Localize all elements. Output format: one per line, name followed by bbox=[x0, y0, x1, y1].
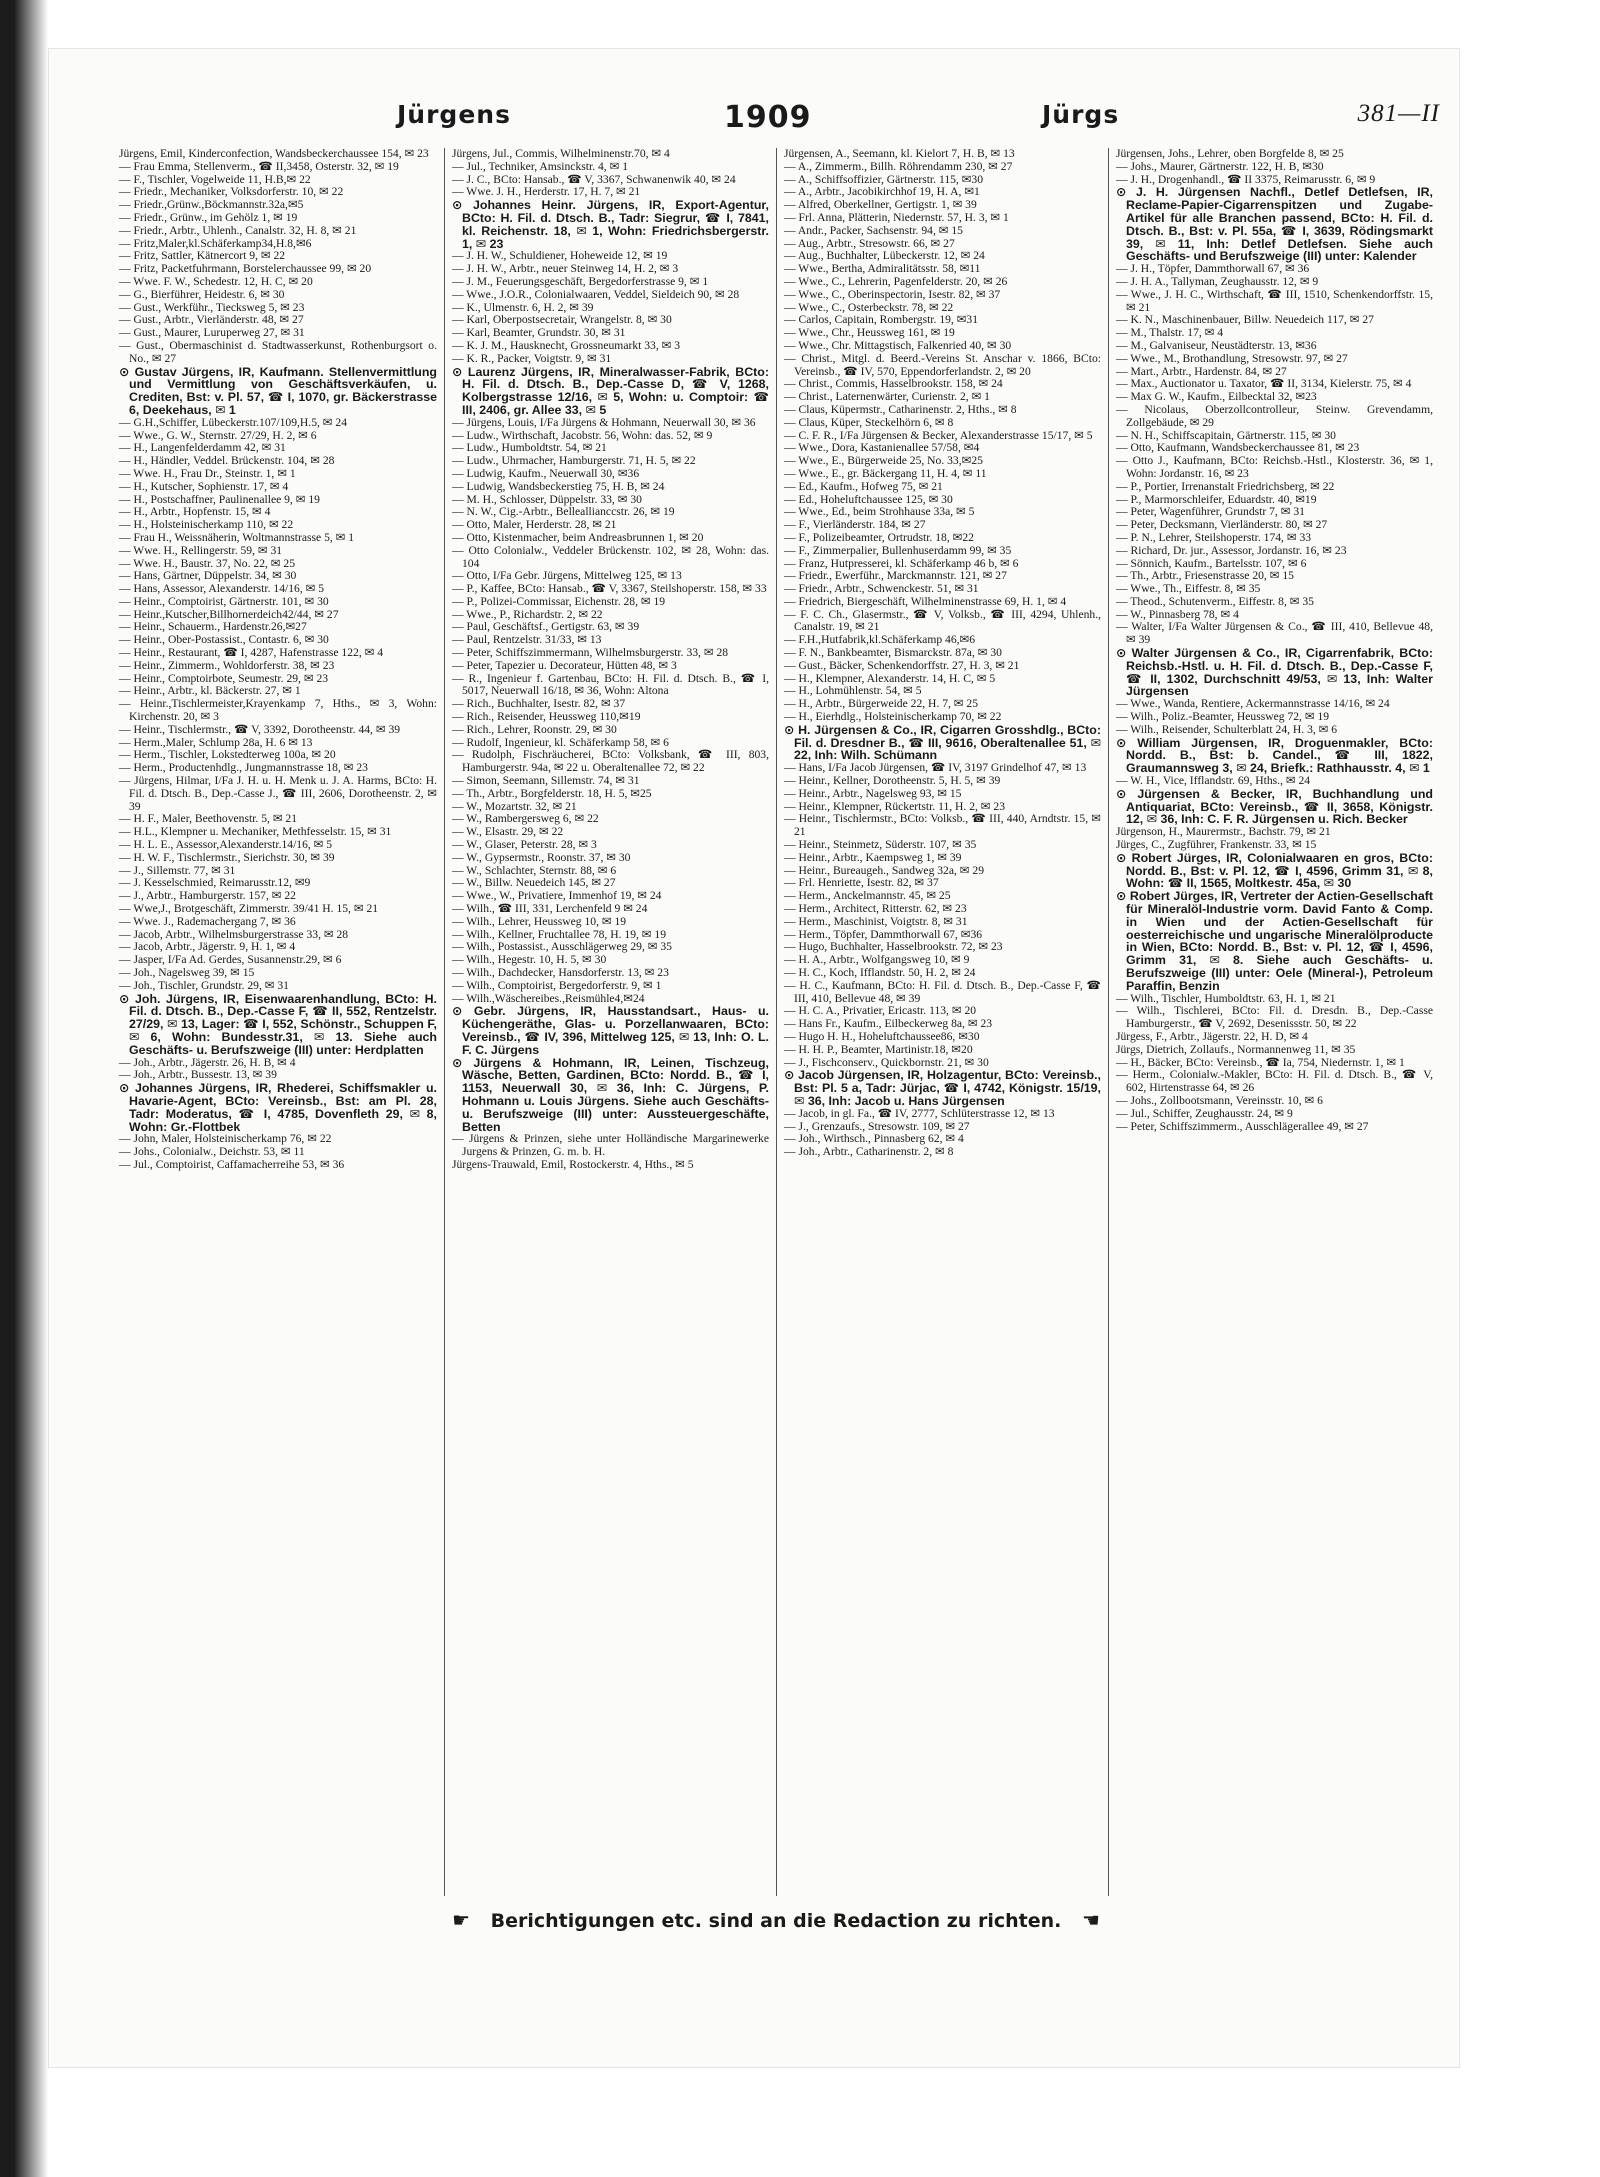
directory-entry: — Joh., Wirthsch., Pinnasberg 62, ✉ 4 bbox=[784, 1132, 964, 1146]
directory-entry: — Friedr., Mechaniker, Volksdorferstr. 10, ✉ 22 bbox=[119, 185, 344, 199]
directory-entry: — Ludw., Wirthschaft, Jacobstr. 56, Wohn: das. 52, ✉ 9 bbox=[452, 428, 713, 442]
running-head bbox=[112, 100, 1440, 140]
directory-entry: — Wwe. H., Rellingerstr. 59, ✉ 31 bbox=[119, 543, 283, 557]
directory-entry: — Wwe., J. H. C., Wirthschaft, ☎ III, 1510, Schenkendorffstr. 15, ✉ 21 bbox=[1116, 287, 1433, 314]
directory-entry: — Heinr., Zimmerm., Wohldorferstr. 38, ✉ 23 bbox=[119, 658, 335, 672]
directory-entry: — Hans, Gärtner, Düppelstr. 34, ✉ 30 bbox=[119, 569, 297, 583]
directory-entry: — Max G. W., Kaufm., Eilbecktal 32, ✉23 bbox=[1116, 390, 1317, 404]
directory-entry: — H. A., Arbtr., Wolfgangsweg 10, ✉ 9 bbox=[784, 953, 970, 967]
directory-entry: — Otto J., Kaufmann, BCto: Reichsb.-Hstl., Klosterstr. 36, ✉ 1, Wohn: Jordanstr. 16, ✉ 23 bbox=[1116, 454, 1433, 480]
directory-entry: — G., Bierführer, Heidestr. 6, ✉ 30 bbox=[119, 287, 285, 301]
directory-entry: — A., Zimmerm., Billh. Röhrendamm 230, ✉ 27 bbox=[784, 159, 1013, 173]
directory-entry: — Heinr., Arbtr., Nagelsweg 93, ✉ 15 bbox=[784, 786, 962, 800]
directory-entry: — Wwe. H., Frau Dr., Steinstr. 1, ✉ 1 bbox=[119, 466, 296, 480]
firm-entry: ⊙ Walter Jürgensen & Co., IR, Cigarrenfabrik, BCto: Reichsb.-Hstl. u. H. Fil. d. Dtsch. B., Dep.-Casse F, ☎ II, 1302, Durchschnitt 49/53, ✉ 13, Inh: Walter Jürgensen bbox=[1116, 646, 1433, 699]
directory-entry: — Jürgens & Prinzen, siehe unter Holländische Margarinewerke Jurgens & Prinzen, G. m. b. H. bbox=[452, 1132, 769, 1159]
firm-entry: ⊙ Gustav Jürgens, IR, Kaufmann. Stellenvermittlung und Vermittlung von Geschäftsverkäufen, u. Crediten, Bst: v. Pl. 57, ☎ I, 1070, gr. Bäckerstrasse 6, Deekehaus, ✉ 1 bbox=[119, 364, 437, 417]
directory-entry: — H. H. P., Beamter, Martinistr.18, ✉20 bbox=[784, 1042, 973, 1056]
directory-entry: — Joh., Nagelsweg 39, ✉ 15 bbox=[119, 966, 255, 979]
directory-entry: — Christ., Commis, Hasselbrookstr. 158, ✉ 24 bbox=[784, 377, 1003, 391]
directory-entry: — Claus, Küpermstr., Catharinenstr. 2, Hths., ✉ 8 bbox=[784, 402, 1017, 416]
page-number: 381—II bbox=[1357, 100, 1440, 127]
firm-entry: ⊙ J. H. Jürgensen Nachfl., Detlef Detlefsen, IR, Reclame-Papier-Cigarrenspitzen und Zugabe-Artikel für alle Branchen passend, BCto: H. Fil. d. Dtsch. B., Bst: v. Pl. 55a, ☎ I, 3639, Rödingsmarkt 39, ✉ 11, Inh: Detlef Detlefsen. Siehe auch Geschäfts- und Berufszweige (III) unter: Kalender bbox=[1116, 185, 1433, 264]
directory-entry: — Wwe., Ed., beim Strohhause 33a, ✉ 5 bbox=[784, 505, 975, 519]
directory-entry: — Wwe., J.O.R., Colonialwaaren, Veddel, Sieldeich 90, ✉ 28 bbox=[452, 287, 740, 301]
directory-entry: — Christ., Mitgl. d. Beerd.-Vereins St. Anschar v. 1866, BCto: Vereinsb., ☎ IV, 570, Eppendorferlandstr. 2, ✉ 20 bbox=[784, 351, 1101, 378]
directory-entry: — Wwe., C., Osterbeckstr. 78, ✉ 22 bbox=[784, 300, 954, 314]
directory-entry: — Jul., Comptoirist, Caffamacherreihe 53, ✉ 36 bbox=[119, 1157, 345, 1171]
directory-entry: — Friedr.,Grünw.,Böckmannstr.32a,✉5 bbox=[119, 198, 304, 212]
directory-entry: — Christ., Laternenwärter, Curienstr. 2, ✉ 1 bbox=[784, 390, 990, 404]
directory-entry: — H. C. A., Privatier, Ericastr. 113, ✉ 20 bbox=[784, 1004, 977, 1018]
directory-entry: — Ludw., Humboldtstr. 54, ✉ 21 bbox=[452, 441, 607, 455]
directory-entry: — Heinr., Tischlermstr., BCto: Volksb., ☎ III, 440, Arndtstr. 15, ✉ 21 bbox=[784, 812, 1101, 839]
directory-entry: — H., Arbtr., Hopfenstr. 15, ✉ 4 bbox=[119, 505, 271, 519]
directory-entry: — Wwe,J., Brotgeschäft, Zimmerstr. 39/41 H. 15, ✉ 21 bbox=[119, 902, 379, 916]
directory-entry: — Rich., Buchhalter, Isestr. 82, ✉ 37 bbox=[452, 697, 626, 711]
directory-entry: — W., Rambergersweg 6, ✉ 22 bbox=[452, 812, 599, 826]
directory-entry: — Wilh., Poliz.-Beamter, Heussweg 72, ✉ 19 bbox=[1116, 710, 1330, 724]
directory-entry: — J., Sillemstr. 77, ✉ 31 bbox=[119, 863, 236, 877]
directory-entry: — Joh., Arbtr., Catharinenstr. 2, ✉ 8 bbox=[784, 1145, 954, 1159]
directory-entry: — G.H.,Schiffer, Lübeckerstr.107/109,H.5, ✉ 24 bbox=[119, 415, 347, 429]
directory-entry: — Ed., Kaufm., Hofweg 75, ✉ 21 bbox=[784, 479, 943, 493]
directory-entry: — Peter, Decksmann, Vierländerstr. 80, ✉ 27 bbox=[1116, 518, 1328, 532]
header-year: 1909 bbox=[724, 100, 812, 135]
directory-entry: — H., Eierhdlg., Holsteinischerkamp 70, ✉ 22 bbox=[784, 710, 1002, 724]
directory-entry: Jürgs, Dietrich, Zollaufs., Normannenweg 11, ✉ 35 bbox=[1116, 1042, 1356, 1056]
directory-entry: — Th., Arbtr., Borgfelderstr. 18, H. 5, ✉25 bbox=[452, 786, 652, 800]
directory-entry: — Rich., Reisender, Heussweg 110,✉19 bbox=[452, 710, 641, 724]
directory-entry: — Ed., Hoheluftchaussee 125, ✉ 30 bbox=[784, 492, 953, 506]
directory-entry: — Wilh., Kellner, Fruchtallee 78, H. 19, ✉ 19 bbox=[452, 927, 666, 941]
directory-entry: — Rudolph, Fischräucherei, BCto: Volksbank, ☎ III, 803, Hamburgerstr. 94a, ✉ 22 u. Oberaltenallee 72, ✉ 22 bbox=[452, 748, 769, 775]
directory-entry: — Claus, Küper, Steckelhörn 6, ✉ 8 bbox=[784, 415, 954, 429]
directory-entry: — Jürgens, Louis, I/Fa Jürgens & Hohmann, Neuerwall 30, ✉ 36 bbox=[452, 415, 756, 429]
directory-entry: — Peter, Tapezier u. Decorateur, Hütten 48, ✉ 3 bbox=[452, 658, 677, 672]
firm-entry: ⊙ Joh. Jürgens, IR, Eisenwaarenhandlung, BCto: H. Fil. d. Dtsch. B., Dep.-Casse F, ☎ II, 552, Rentzelstr. 27/29, ✉ 13, Lager: ☎ I, 552, Schönstr., Schuppen F, ✉ 6, Wohn: Bundesstr.31, ✉ 13. Siehe auch Geschäfts- u. Berufszweige (III) unter: Herdplatten bbox=[119, 991, 437, 1057]
directory-entry: — Mart., Arbtr., Hardenstr. 84, ✉ 27 bbox=[1116, 364, 1287, 378]
directory-entry: — F., Polizeibeamter, Ortrudstr. 18, ✉22 bbox=[784, 530, 974, 544]
directory-entry: — Wwe. J., Rademachergang 7, ✉ 36 bbox=[119, 914, 296, 928]
directory-entry: — Wilh., Lehrer, Heussweg 10, ✉ 19 bbox=[452, 914, 627, 928]
directory-entry: — P., Polizei-Commissar, Eichenstr. 28, ✉ 19 bbox=[452, 594, 666, 608]
directory-entry: — Karl, Oberpostsecretair, Wrangelstr. 8, ✉ 30 bbox=[452, 313, 672, 327]
directory-entry: — Joh., Arbtr., Bussestr. 13, ✉ 39 bbox=[119, 1068, 277, 1082]
directory-entry: — J. H., Töpfer, Dammthorwall 67, ✉ 36 bbox=[1116, 262, 1310, 276]
directory-entry: — Wwe., G. W., Sternstr. 27/29, H. 2, ✉ 6 bbox=[119, 428, 317, 442]
directory-entry: — Heinr., Steinmetz, Süderstr. 107, ✉ 35 bbox=[784, 838, 977, 852]
directory-entry: — Frl. Henriette, Isestr. 82, ✉ 37 bbox=[784, 876, 939, 890]
directory-entry: — Alfred, Oberkellner, Gertigstr. 1, ✉ 39 bbox=[784, 198, 977, 212]
directory-entry: — Herm., Töpfer, Dammthorwall 67, ✉36 bbox=[784, 927, 983, 941]
directory-entry: — Paul, Geschäftsf., Gertigstr. 63, ✉ 39 bbox=[452, 620, 640, 634]
column-2 bbox=[444, 148, 776, 1896]
directory-entry: — Heinr., Comptoirist, Gärtnerstr. 101, ✉ 30 bbox=[119, 594, 329, 608]
directory-entry: — Hans Fr., Kaufm., Eilbeckerweg 8a, ✉ 23 bbox=[784, 1017, 993, 1031]
directory-entry: Jürgensen, Johs., Lehrer, oben Borgfelde 8, ✉ 25 bbox=[1116, 148, 1344, 160]
directory-entry: — Peter, Schiffszimmerm., Ausschlägerallee 49, ✉ 27 bbox=[1116, 1119, 1369, 1133]
firm-entry: ⊙ Jürgensen & Becker, IR, Buchhandlung und Antiquariat, BCto: Vereinsb., ☎ II, 3658, Königstr. 12, ✉ 36, Inh: C. F. R. Jürgensen u. Rich. Becker bbox=[1116, 786, 1433, 827]
directory-entry: — Ludwig, Kaufm., Neuerwall 30, ✉36 bbox=[452, 466, 640, 480]
directory-entry: — Wwe., C., Oberinspectorin, Isestr. 82, ✉ 37 bbox=[784, 287, 1001, 301]
directory-entry: — Franz, Hutpresserei, kl. Schäferkamp 46 b, ✉ 6 bbox=[784, 556, 1019, 570]
directory-entry: — Friedr., Grünw., im Gehölz 1, ✉ 19 bbox=[119, 210, 298, 224]
directory-entry: — W., Billw. Neuedeich 145, ✉ 27 bbox=[452, 876, 616, 890]
directory-entry: — K., Ulmenstr. 6, H. 2, ✉ 39 bbox=[452, 300, 594, 314]
directory-entry: — Hans, Assessor, Alexanderstr. 14/16, ✉ 5 bbox=[119, 582, 325, 596]
directory-entry: — W., Gypsermstr., Roonstr. 37, ✉ 30 bbox=[452, 850, 631, 864]
directory-entry: Jürgens, Emil, Kinderconfection, Wandsbeckerchaussee 154, ✉ 23 bbox=[119, 148, 429, 160]
directory-entry: — Sönnich, Kaufm., Bartelsstr. 107, ✉ 6 bbox=[1116, 556, 1307, 570]
directory-entry: — Wwe., Th., Eiffestr. 8, ✉ 35 bbox=[1116, 582, 1261, 596]
directory-entry: — Heinr., Comptoirbote, Seumestr. 29, ✉ 23 bbox=[119, 671, 329, 685]
directory-entry: — Aug., Arbtr., Stresowstr. 66, ✉ 27 bbox=[784, 236, 955, 250]
directory-entry: — Johs., Zollbootsmann, Vereinsstr. 10, ✉ 6 bbox=[1116, 1093, 1323, 1107]
directory-entry: — Peter, Schiffszimmermann, Wilhelmsburgerstr. 33, ✉ 28 bbox=[452, 646, 729, 660]
directory-entry: — Wwe. J. H., Herderstr. 17, H. 7, ✉ 21 bbox=[452, 185, 641, 199]
directory-entry: — Wwe., W., Privatiere, Immenhof 19, ✉ 24 bbox=[452, 889, 662, 903]
directory-entry: — J. H., Drogenhandl., ☎ II 3375, Reimarusstr. 6, ✉ 9 bbox=[1116, 172, 1376, 186]
directory-entry: — Gust., Maurer, Luruperweg 27, ✉ 31 bbox=[119, 326, 305, 340]
directory-entry: — Carlos, Capitain, Rombergstr. 19, ✉31 bbox=[784, 313, 979, 327]
directory-entry: — Jacob, Arbtr., Jägerstr. 9, H. 1, ✉ 4 bbox=[119, 940, 296, 954]
directory-entry: Jürgens-Trauwald, Emil, Rostockerstr. 4, Hths., ✉ 5 bbox=[452, 1157, 694, 1171]
directory-entry: — Heinr.,Kutscher,Billhornerdeich42/44, ✉ 27 bbox=[119, 607, 339, 621]
directory-entry: — Wwe., C., Lehrerin, Pagenfelderstr. 20, ✉ 26 bbox=[784, 274, 1008, 288]
directory-entry: Jürgensen, A., Seemann, kl. Kielort 7, H. B, ✉ 13 bbox=[784, 148, 1015, 160]
directory-entry: — W., Glaser, Peterstr. 28, ✉ 3 bbox=[452, 838, 597, 852]
firm-entry: ⊙ William Jürgensen, IR, Droguenmakler, BCto: Nordd. B., Bst: b. Candel., ☎ III, 1822, Graumannsweg 3, ✉ 24, Briefk.: Rathhausstr. 4, ✉ 1 bbox=[1116, 735, 1433, 776]
directory-entry: — Heinr., Schauerm., Hardenstr.26,✉27 bbox=[119, 620, 307, 634]
firm-entry: ⊙ Jürgens & Hohmann, IR, Leinen, Tischzeug, Wäsche, Betten, Gardinen, BCto: Nordd. B., ☎ I, 1153, Neuerwall 30, ✉ 36, Inh: C. Jürgens, P. Hohmann u. Louis Jürgens. Siehe auch Geschäfts- u. Berufszweige (III) unter: Aussteuergeschäfte, Betten bbox=[452, 1055, 769, 1134]
directory-entry: — Jacob, Arbtr., Wilhelmsburgerstrasse 33, ✉ 28 bbox=[119, 927, 349, 941]
directory-entry: — Fritz,Maler,kl.Schäferkamp34,H.8,✉6 bbox=[119, 236, 312, 250]
directory-entry: — P., Kaffee, BCto: Hansab., ☎ V, 3367, Steilshoperstr. 158, ✉ 33 bbox=[452, 582, 767, 596]
directory-entry: — A., Arbtr., Jacobikirchhof 19, H. A, ✉1 bbox=[784, 185, 980, 199]
directory-entry: — Gust., Bäcker, Schenkendorffstr. 27, H. 3, ✉ 21 bbox=[784, 658, 1020, 672]
directory-entry: — Jacob, in gl. Fa., ☎ IV, 2777, Schlüterstrasse 12, ✉ 13 bbox=[784, 1106, 1055, 1120]
directory-entry: — Johs., Maurer, Gärtnerstr. 122, H. B, ✉30 bbox=[1116, 159, 1324, 173]
directory-entry: — H., Langenfelderdamm 42, ✉ 31 bbox=[119, 441, 286, 455]
directory-entry: — Heinr., Arbtr., Kaempsweg 1, ✉ 39 bbox=[784, 850, 962, 864]
directory-entry: — F., Zimmerpalier, Bullenhuserdamm 99, ✉ 35 bbox=[784, 543, 1012, 557]
directory-entry: — Heinr.,Tischlermeister,Krayenkamp 7, Hths., ✉ 3, Wohn: Kirchenstr. 20, ✉ 3 bbox=[119, 697, 437, 724]
directory-entry: — Wwe., Bertha, Admiralitätsstr. 58, ✉11 bbox=[784, 262, 981, 276]
directory-entry: — Paul, Rentzelstr. 31/33, ✉ 13 bbox=[452, 633, 602, 647]
directory-page bbox=[112, 100, 1440, 1980]
directory-entry: — Wwe., E., gr. Bäckergang 11, H. 4, ✉ 11 bbox=[784, 466, 987, 480]
directory-entry: Jürgess, F., Arbtr., Jägerstr. 22, H. D, ✉ 4 bbox=[1116, 1029, 1308, 1043]
directory-entry: — H., Klempner, Alexanderstr. 14, H. C, ✉ 5 bbox=[784, 671, 996, 685]
directory-entry: — P. N., Lehrer, Steilshoperstr. 174, ✉ 33 bbox=[1116, 530, 1312, 544]
directory-entry: — Rudolf, Ingenieur, kl. Schäferkamp 58, ✉ 6 bbox=[452, 735, 669, 749]
directory-entry: — H. W. F., Tischlermstr., Sierichstr. 30, ✉ 39 bbox=[119, 850, 335, 864]
directory-entry: — H. F., Maler, Beethovenstr. 5, ✉ 21 bbox=[119, 812, 298, 826]
firm-entry: ⊙ Robert Jürges, IR, Vertreter der Actien-Gesellschaft für Mineralöl-Industrie vorm. David Fanto & Comp. in Wien und der Actien-Gesellschaft für oesterreichische und ungarische Mineralölproducte in Wien, BCto: Nordd. B., Bst: v. Pl. 12, ☎ I, 4596, Grimm 31, ✉ 8. Siehe auch Geschäfts- u. Berufszweige (III) unter: Oele (Mineral-), Petroleum Paraffin, Benzin bbox=[1116, 889, 1433, 993]
directory-entry: — Otto, Kaufmann, Wandsbeckerchaussee 81, ✉ 23 bbox=[1116, 441, 1360, 455]
directory-entry: — Herm., Maschinist, Voigtstr. 8, ✉ 31 bbox=[784, 914, 968, 928]
directory-entry: — Gust., Obermaschinist d. Stadtwasserkunst, Rothenburgsort o. No., ✉ 27 bbox=[119, 338, 437, 365]
directory-entry: — H., Lohmühlenstr. 54, ✉ 5 bbox=[784, 684, 922, 698]
directory-entry: — Th., Arbtr., Friesenstrasse 20, ✉ 15 bbox=[1116, 569, 1294, 583]
directory-entry: — Walter, I/Fa Walter Jürgensen & Co., ☎ III, 410, Bellevue 48, ✉ 39 bbox=[1116, 620, 1433, 647]
directory-entry: — Heinr., Arbtr., kl. Bäckerstr. 27, ✉ 1 bbox=[119, 684, 301, 698]
directory-entry: — Fritz, Packetfuhrmann, Borstelerchaussee 99, ✉ 20 bbox=[119, 262, 372, 276]
directory-entry: — F. C. Ch., Glasermstr., ☎ V, Volksb., ☎ III, 4294, Uhlenh., Canalstr. 19, ✉ 21 bbox=[784, 607, 1101, 634]
directory-entry: — H., Bäcker, BCto: Vereinsb., ☎ Ia, 754, Niedernstr. 1, ✉ 1 bbox=[1116, 1055, 1405, 1069]
directory-entry: — Wilh.,Wäschereibes.,Reismühle4,✉24 bbox=[452, 991, 645, 1005]
directory-entry: — Friedr., Arbtr., Uhlenh., Canalstr. 32, H. 8, ✉ 21 bbox=[119, 223, 357, 237]
directory-entry: — Jasper, I/Fa Ad. Gerdes, Susannenstr.29, ✉ 6 bbox=[119, 953, 342, 967]
directory-entry: — Ludw., Uhrmacher, Hamburgerstr. 71, H. 5, ✉ 22 bbox=[452, 454, 696, 468]
directory-entry: — Heinr., Ober-Postassist., Contastr. 6, ✉ 30 bbox=[119, 633, 329, 647]
directory-entry: — J., Grenzaufs., Stresowstr. 109, ✉ 27 bbox=[784, 1119, 970, 1133]
directory-entry: — Wwe., M., Brothandlung, Stresowstr. 97, ✉ 27 bbox=[1116, 351, 1348, 365]
directory-entry: — R., Ingenieur f. Gartenbau, BCto: H. Fil. d. Dtsch. B., ☎ I, 5017, Neuerwall 16/18, ✉ 36, Wohn: Altona bbox=[452, 671, 769, 698]
firm-entry: ⊙ H. Jürgensen & Co., IR, Cigarren Grosshdlg., BCto: Fil. d. Dresdner B., ☎ III, 9616, Oberaltenallee 51, ✉ 22, Inh: Wilh. Schümann bbox=[784, 722, 1101, 763]
directory-entry: — Wilh., Hegestr. 10, H. 5, ✉ 30 bbox=[452, 953, 607, 967]
directory-entry: — Wilh., Postassist., Ausschlägerweg 29, ✉ 35 bbox=[452, 940, 672, 954]
directory-entry: — H. C., Koch, Ifflandstr. 50, H. 2, ✉ 24 bbox=[784, 966, 976, 979]
directory-entry: — F.H.,Hutfabrik,kl.Schäferkamp 46,✉6 bbox=[784, 633, 976, 647]
directory-entry: — Fritz, Sattler, Kätnercort 9, ✉ 22 bbox=[119, 249, 286, 263]
directory-entry: — Hugo, Buchhalter, Hasselbrookstr. 72, ✉ 23 bbox=[784, 940, 1003, 954]
directory-entry: — Rich., Lehrer, Roonstr. 29, ✉ 30 bbox=[452, 722, 617, 736]
directory-entry: — Otto, Maler, Herderstr. 28, ✉ 21 bbox=[452, 518, 617, 532]
directory-entry: — Wilh., Reisender, Schulterblatt 24, H. 3, ✉ 6 bbox=[1116, 722, 1338, 736]
directory-entry: — J. C., BCto: Hansab., ☎ V, 3367, Schwanenwik 40, ✉ 24 bbox=[452, 172, 736, 186]
directory-entry: — F., Vierländerstr. 184, ✉ 27 bbox=[784, 518, 926, 532]
directory-entry: — Wilh., Comptoirist, Bergedorferstr. 9, ✉ 1 bbox=[452, 978, 662, 992]
directory-entry: — Frau H., Weissnäherin, Woltmannstrasse 5, ✉ 1 bbox=[119, 530, 355, 544]
directory-entry: — Jul., Techniker, Amsinckstr. 4, ✉ 1 bbox=[452, 159, 628, 173]
directory-entry: — H., Arbtr., Bürgerweide 22, H. 7, ✉ 25 bbox=[784, 697, 979, 711]
firm-entry: ⊙ Jacob Jürgensen, IR, Holzagentur, BCto: Vereinsb., Bst: Pl. 5 a, Tadr: Jürjac, ☎ I, 4742, Königstr. 15/19, ✉ 36, Inh: Jacob u. Hans Jürgensen bbox=[784, 1068, 1101, 1108]
directory-entry: — J. H. W., Schuldiener, Hoheweide 12, ✉ 19 bbox=[452, 249, 668, 263]
directory-entry: — Hugo H. H., Hoheluftchaussee86, ✉30 bbox=[784, 1029, 980, 1043]
directory-entry: — Max., Auctionator u. Taxator, ☎ II, 3134, Kielerstr. 75, ✉ 4 bbox=[1116, 377, 1412, 391]
directory-entry: — Jürgens, Hilmar, I/Fa J. H. u. H. Menk u. J. A. Harms, BCto: H. Fil. d. Dtsch. B., Dep.-Casse J., ☎ III, 2606, Dorotheenstr. 2, ✉ 39 bbox=[119, 774, 437, 813]
header-left-keyword: Jürgens bbox=[397, 100, 511, 129]
directory-entry: — J. H. A., Tallyman, Zeughausstr. 12, ✉ 9 bbox=[1116, 274, 1319, 288]
directory-entry: — C. F. R., I/Fa Jürgensen & Becker, Alexanderstrasse 15/17, ✉ 5 bbox=[784, 428, 1093, 442]
directory-entry: — Nicolaus, Oberzollcontrolleur, Steinw. Grevendamm, Zollgebäude, ✉ 29 bbox=[1116, 402, 1433, 429]
directory-entry: — Aug., Buchhalter, Lübeckerstr. 12, ✉ 24 bbox=[784, 249, 985, 263]
directory-entry: — M., Thalstr. 17, ✉ 4 bbox=[1116, 326, 1224, 340]
directory-entry: — Richard, Dr. jur., Assessor, Jordanstr. 16, ✉ 23 bbox=[1116, 543, 1347, 557]
firm-entry: ⊙ Laurenz Jürgens, IR, Mineralwasser-Fabrik, BCto: H. Fil. d. Dtsch. B., Dep.-Casse D, ☎ V, 1268, Kolbergstrasse 12/16, ✉ 5, Wohn: u. Comptoir: ☎ III, 2406, gr. Allee 33, ✉ 5 bbox=[452, 364, 769, 417]
column-4 bbox=[1108, 148, 1440, 1896]
directory-entry: — Theod., Schutenverm., Eiffestr. 8, ✉ 35 bbox=[1116, 594, 1314, 608]
firm-entry: ⊙ Johannes Jürgens, IR, Rhederei, Schiffsmakler u. Havarie-Agent, BCto: Vereinsb., Bst: am Pl. 28, Tadr: Moderatus, ☎ I, 4785, Dovenfleth 29, ✉ 8, Wohn: Gr.-Flottbek bbox=[119, 1081, 437, 1134]
directory-entry: — Wwe. H., Baustr. 37, No. 22, ✉ 25 bbox=[119, 556, 295, 570]
directory-entry: — H., Händler, Veddel. Brückenstr. 104, ✉ 28 bbox=[119, 454, 335, 468]
directory-entry: — H. L. E., Assessor,Alexanderstr.14/16, ✉ 5 bbox=[119, 838, 333, 852]
directory-entry: — Wwe., Dora, Kastanienallee 57/58, ✉4 bbox=[784, 441, 980, 455]
directory-entry: — Peter, Wagenführer, Grundstr 7, ✉ 31 bbox=[1116, 505, 1305, 519]
directory-entry: — Joh., Tischler, Grundstr. 29, ✉ 31 bbox=[119, 978, 289, 992]
entry-columns bbox=[112, 148, 1440, 1896]
directory-entry: — Frau Emma, Stellenverm., ☎ II,3458, Osterstr. 32, ✉ 19 bbox=[119, 159, 399, 173]
directory-entry: — F., Tischler, Vogelweide 11, H.B,✉ 22 bbox=[119, 172, 311, 186]
directory-entry: — Friedrich, Biergeschäft, Wilhelminenstrasse 69, H. 1, ✉ 4 bbox=[784, 594, 1067, 608]
header-right-keyword: Jürgs bbox=[1042, 100, 1120, 129]
pointing-hand-left-icon: ☚ bbox=[1081, 1908, 1100, 1932]
directory-entry: — N. W., Cig.-Arbtr., Belleallianccstr. 26, ✉ 19 bbox=[452, 505, 675, 519]
directory-entry: — Gust., Werkführ., Tiecksweg 5, ✉ 23 bbox=[119, 300, 305, 314]
directory-entry: — K. N., Maschinenbauer, Billw. Neuedeich 117, ✉ 27 bbox=[1116, 313, 1374, 327]
directory-entry: — H., Holsteinischerkamp 110, ✉ 22 bbox=[119, 518, 294, 532]
directory-entry: — Otto Colonialw., Veddeler Brückenstr. 102, ✉ 28, Wohn: das. 104 bbox=[452, 543, 769, 570]
directory-entry: — W., Pinnasberg 78, ✉ 4 bbox=[1116, 607, 1239, 621]
directory-entry: — Heinr., Restaurant, ☎ I, 4287, Hafenstrasse 122, ✉ 4 bbox=[119, 646, 384, 660]
directory-entry: — Otto, I/Fa Gebr. Jürgens, Mittelweg 125, ✉ 13 bbox=[452, 569, 682, 583]
directory-entry: — Wilh., Tischler, Humboldtstr. 63, H. 1, ✉ 21 bbox=[1116, 991, 1336, 1005]
directory-entry: — W., Elsastr. 29, ✉ 22 bbox=[452, 825, 564, 839]
directory-entry: — Hans, I/Fa Jacob Jürgensen, ☎ IV, 3197 Grindelhof 47, ✉ 13 bbox=[784, 761, 1087, 775]
column-3 bbox=[776, 148, 1108, 1896]
directory-entry: — W., Schlachter, Sternstr. 88, ✉ 6 bbox=[452, 863, 617, 877]
directory-entry: — W. H., Vice, Ifflandstr. 69, Hths., ✉ 24 bbox=[1116, 774, 1311, 788]
directory-entry: — J., Fischconserv., Quickbornstr. 21, ✉ 30 bbox=[784, 1055, 989, 1069]
directory-entry: — Jul., Schiffer, Zeughausstr. 24, ✉ 9 bbox=[1116, 1106, 1293, 1120]
directory-entry: — Wilh., Dachdecker, Hansdorferstr. 13, ✉ 23 bbox=[452, 966, 669, 979]
directory-entry: — Herm., Colonialw.-Makler, BCto: H. Fil. d. Dtsch. B., ☎ V, 602, Hirtenstrasse 64, ✉ 26 bbox=[1116, 1068, 1433, 1095]
directory-entry: — Heinr., Bureaugeh., Sandweg 32a, ✉ 29 bbox=[784, 863, 985, 877]
directory-entry: — M., Galvaniseur, Neustädterstr. 13, ✉36 bbox=[1116, 338, 1317, 352]
directory-entry: — Otto, Kistenmacher, beim Andreasbrunnen 1, ✉ 20 bbox=[452, 530, 704, 544]
directory-entry: Jürgenson, H., Maurermstr., Bachstr. 79, ✉ 21 bbox=[1116, 825, 1331, 839]
directory-entry: — Wwe., Chr., Heussweg 161, ✉ 19 bbox=[784, 326, 955, 340]
directory-entry: — Herm., Anckelmannstr. 45, ✉ 25 bbox=[784, 889, 951, 903]
directory-entry: — Herm., Architect, Ritterstr. 62, ✉ 23 bbox=[784, 902, 967, 916]
directory-entry: — Wwe. F. W., Schedestr. 12, H. C, ✉ 20 bbox=[119, 274, 313, 288]
directory-entry: — Friedr., Ewerführ., Marckmannstr. 121, ✉ 27 bbox=[784, 569, 1007, 583]
directory-entry: — Herm., Productenhdlg., Jungmannstrasse 18, ✉ 23 bbox=[119, 761, 368, 775]
directory-entry: — Johs., Colonialw., Deichstr. 53, ✉ 11 bbox=[119, 1145, 305, 1159]
column-1 bbox=[112, 148, 444, 1896]
directory-entry: Jürges, C., Zugführer, Frankenstr. 33, ✉ 15 bbox=[1116, 838, 1317, 852]
directory-entry: — Heinr., Tischlermstr., ☎ V, 3392, Dorotheenstr. 44, ✉ 39 bbox=[119, 722, 401, 736]
firm-entry: ⊙ Gebr. Jürgens, IR, Hausstandsart., Haus- u. Küchengeräthe, Glas- u. Porzellanwaaren, BCto: Vereinsb., ☎ IV, 396, Mittelweg 125, ✉ 13, Inh: O. L. F. C. Jürgens bbox=[452, 1004, 769, 1057]
directory-entry: — Wwe., Wanda, Rentiere, Ackermannstrasse 14/16, ✉ 24 bbox=[1116, 697, 1390, 711]
directory-entry: — W., Mozartstr. 32, ✉ 21 bbox=[452, 799, 577, 813]
directory-entry: — J., Arbtr., Hamburgerstr. 157, ✉ 22 bbox=[119, 889, 296, 903]
directory-entry: — Heinr., Kellner, Dorotheenstr. 5, H. 5, ✉ 39 bbox=[784, 774, 1001, 788]
directory-entry: — K. R., Packer, Voigtstr. 9, ✉ 31 bbox=[452, 351, 612, 365]
footer-text: Berichtigungen etc. sind an die Redaction zu richten. bbox=[490, 1910, 1062, 1932]
directory-entry: — Wilh., ☎ III, 331, Lerchenfeld 9 ✉ 24 bbox=[452, 902, 648, 916]
directory-entry: — Heinr., Klempner, Rückertstr. 11, H. 2, ✉ 23 bbox=[784, 799, 1006, 813]
directory-entry: — Wwe., E., Bürgerweide 25, No. 33,✉25 bbox=[784, 454, 983, 468]
directory-entry: — M. H., Schlosser, Düppelstr. 33, ✉ 30 bbox=[452, 492, 642, 506]
directory-entry: — Wilh., Tischlerei, BCto: Fil. d. Dresdn. B., Dep.-Casse Hamburgerstr., ☎ V, 2692, Desenissstr. 50, ✉ 22 bbox=[1116, 1004, 1433, 1031]
directory-entry: — J. Kesselschmied, Reimarusstr.12, ✉9 bbox=[119, 876, 311, 890]
directory-entry: — H., Postschaffner, Paulinenallee 9, ✉ 19 bbox=[119, 492, 320, 506]
directory-entry: — Herm.,Maler, Schlump 28a, H. 6 ✉ 13 bbox=[119, 735, 313, 749]
directory-entry: — Joh., Arbtr., Jägerstr. 26, H. B, ✉ 4 bbox=[119, 1055, 296, 1069]
firm-entry: ⊙ Robert Jürges, IR, Colonialwaaren en gros, BCto: Nordd. B., Bst: v. Pl. 12, ☎ I, 4596, Grimm 31, ✉ 8, Wohn: ☎ II, 1565, Moltkestr. 45a, ✉ 30 bbox=[1116, 850, 1433, 891]
footer-notice bbox=[112, 1908, 1440, 1938]
directory-entry: — Andr., Packer, Sachsenstr. 94, ✉ 15 bbox=[784, 223, 963, 237]
directory-entry: — John, Maler, Holsteinischerkamp 76, ✉ 22 bbox=[119, 1132, 332, 1146]
pointing-hand-right-icon: ☛ bbox=[452, 1908, 471, 1932]
directory-entry: — K. J. M., Hausknecht, Grossneumarkt 33, ✉ 3 bbox=[452, 338, 681, 352]
directory-entry: — J. H. W., Arbtr., neuer Steinweg 14, H. 2, ✉ 3 bbox=[452, 262, 679, 276]
directory-entry: — P., Portier, Irrenanstalt Friedrichsberg, ✉ 22 bbox=[1116, 479, 1335, 493]
directory-entry: — P., Marmorschleifer, Eduardstr. 40, ✉19 bbox=[1116, 492, 1317, 506]
directory-entry: — Frl. Anna, Plätterin, Niedernstr. 57, H. 3, ✉ 1 bbox=[784, 210, 1009, 224]
directory-entry: — J. M., Feuerungsgeschäft, Bergedorferstrasse 9, ✉ 1 bbox=[452, 274, 709, 288]
directory-entry: — Ludwig, Wandsbeckerstieg 75, H. B, ✉ 24 bbox=[452, 479, 665, 493]
directory-entry: — A., Schiffsoffizier, Gärtnerstr. 115, ✉30 bbox=[784, 172, 984, 186]
directory-entry: — Simon, Seemann, Sillemstr. 74, ✉ 31 bbox=[452, 774, 640, 788]
directory-entry: — Herm., Tischler, Lokstedterweg 100a, ✉ 20 bbox=[119, 748, 336, 762]
directory-entry: — Wwe., P., Richardstr. 2, ✉ 22 bbox=[452, 607, 603, 621]
directory-entry: — N. H., Schiffscapitain, Gärtnerstr. 115, ✉ 30 bbox=[1116, 428, 1336, 442]
directory-entry: — F. N., Bankbeamter, Bismarckstr. 87a, ✉ 30 bbox=[784, 646, 1002, 660]
directory-entry: — Karl, Beamter, Grundstr. 30, ✉ 31 bbox=[452, 326, 626, 340]
directory-entry: Jürgens, Jul., Commis, Wilhelminenstr.70, ✉ 4 bbox=[452, 148, 670, 160]
firm-entry: ⊙ Johannes Heinr. Jürgens, IR, Export-Agentur, BCto: H. Fil. d. Dtsch. B., Tadr: Siegrur, ☎ I, 7841, kl. Reichenstr. 18, ✉ 1, Wohn: Friedrichsbergerstr. 1, ✉ 23 bbox=[452, 198, 769, 251]
directory-entry: — H.L., Klempner u. Mechaniker, Methfesselstr. 15, ✉ 31 bbox=[119, 825, 392, 839]
directory-entry: — H. C., Kaufmann, BCto: H. Fil. d. Dtsch. B., Dep.-Casse F, ☎ III, 410, Bellevue 48, ✉ 39 bbox=[784, 978, 1101, 1005]
directory-entry: — Gust., Arbtr., Vierländerstr. 48, ✉ 27 bbox=[119, 313, 304, 327]
directory-entry: — H., Kutscher, Sophienstr. 17, ✉ 4 bbox=[119, 479, 289, 493]
directory-entry: — Wwe., Chr. Mittagstisch, Falkenried 40, ✉ 30 bbox=[784, 338, 1012, 352]
directory-entry: — Friedr., Arbtr., Schwenckestr. 51, ✉ 31 bbox=[784, 582, 979, 596]
